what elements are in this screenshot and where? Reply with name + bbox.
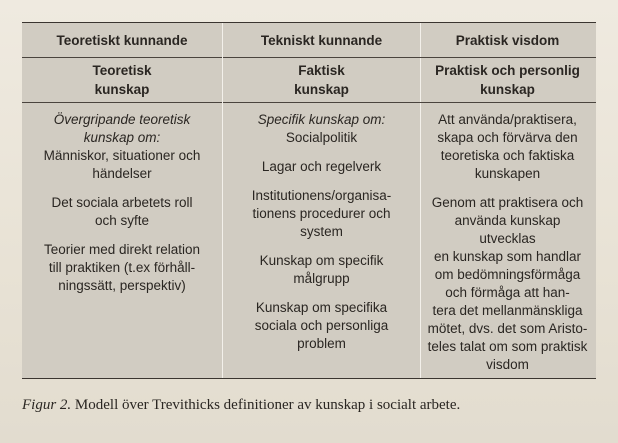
body-practical <box>419 111 596 378</box>
header-technical: Tekniskt kunnande <box>223 23 420 58</box>
text-line: Institutionens/organisa- <box>251 188 392 203</box>
paragraph <box>419 194 596 374</box>
paragraph <box>223 252 420 288</box>
subheader-technical <box>223 58 420 103</box>
text-line: mötet, dvs. det som Aristo- <box>427 321 588 336</box>
paragraph <box>22 241 222 295</box>
text-line: kunskapen <box>474 166 541 181</box>
text-line: Människor, situationer och <box>43 148 201 163</box>
paragraph <box>419 111 596 183</box>
text-line: till praktiken (t.ex förhåll- <box>48 260 196 275</box>
text-line: Att använda/praktisera, <box>438 112 577 127</box>
subheader-line: Praktisk och personlig <box>435 63 580 78</box>
text-line: tionens procedurer och <box>252 206 391 221</box>
text-line: problem <box>297 336 346 351</box>
subheader-theoretical <box>22 58 222 103</box>
text-line: sociala och personliga <box>254 318 389 333</box>
text-line: Kunskap om specifika <box>255 300 388 315</box>
column-practical <box>419 23 596 378</box>
knowledge-table <box>22 22 596 379</box>
body-technical <box>223 111 420 378</box>
text-line: Övergripande teoretisk <box>53 112 191 127</box>
subheader-line: Teoretisk <box>92 63 152 78</box>
text-line: Socialpolitik <box>285 130 358 145</box>
text-line: ningssätt, perspektiv) <box>58 278 186 293</box>
subheader-line: kunskap <box>480 82 535 97</box>
subheader-practical <box>419 58 596 103</box>
text-line: målgrupp <box>293 271 350 286</box>
subheader-line: kunskap <box>294 82 349 97</box>
text-line: och syfte <box>94 213 150 228</box>
text-line: teles talat om som praktisk <box>427 339 588 354</box>
text-line: och förmåga att han- <box>445 285 570 300</box>
text-line: Teorier med direkt relation <box>43 242 201 257</box>
text-line: visdom <box>486 357 529 372</box>
figure-caption <box>22 397 460 414</box>
text-line: Lagar och regelverk <box>261 159 382 174</box>
paragraph <box>223 158 420 176</box>
body-theoretical <box>22 111 222 378</box>
column-technical <box>222 23 421 378</box>
text-line: en kunskap som handlar <box>433 249 582 264</box>
subheader-line: kunskap <box>94 82 150 97</box>
text-line: system <box>300 224 343 239</box>
figure-label: Figur 2. <box>22 397 72 413</box>
text-line: om bedömningsförmåga <box>434 267 581 282</box>
text-line: skapa och förvärva den <box>437 130 578 145</box>
text-line: tera det mellanmänskliga <box>432 303 583 318</box>
column-theoretical <box>22 23 222 378</box>
text-line: kunskap om: <box>83 130 161 145</box>
caption-text: Modell över Trevithicks definitioner av kunskap i socialt arbete. <box>74 397 461 413</box>
header-theoretical: Teoretiskt kunnande <box>22 23 222 58</box>
text-line: Det sociala arbetets roll <box>51 195 193 210</box>
paragraph <box>223 111 420 147</box>
header-practical: Praktisk visdom <box>419 23 596 58</box>
text-line: händelser <box>92 166 152 181</box>
text-line: Genom att praktisera och <box>431 195 584 210</box>
paragraph <box>22 194 222 230</box>
text-line: Kunskap om specifik <box>259 253 384 268</box>
text-line: teoretiska och faktiska <box>440 148 575 163</box>
subheader-line: Faktisk <box>298 63 345 78</box>
text-line: använda kunskap utvecklas <box>454 213 561 246</box>
paragraph <box>223 299 420 353</box>
text-line: Specifik kunskap om: <box>257 112 386 127</box>
paragraph <box>223 187 420 241</box>
paragraph <box>22 111 222 183</box>
